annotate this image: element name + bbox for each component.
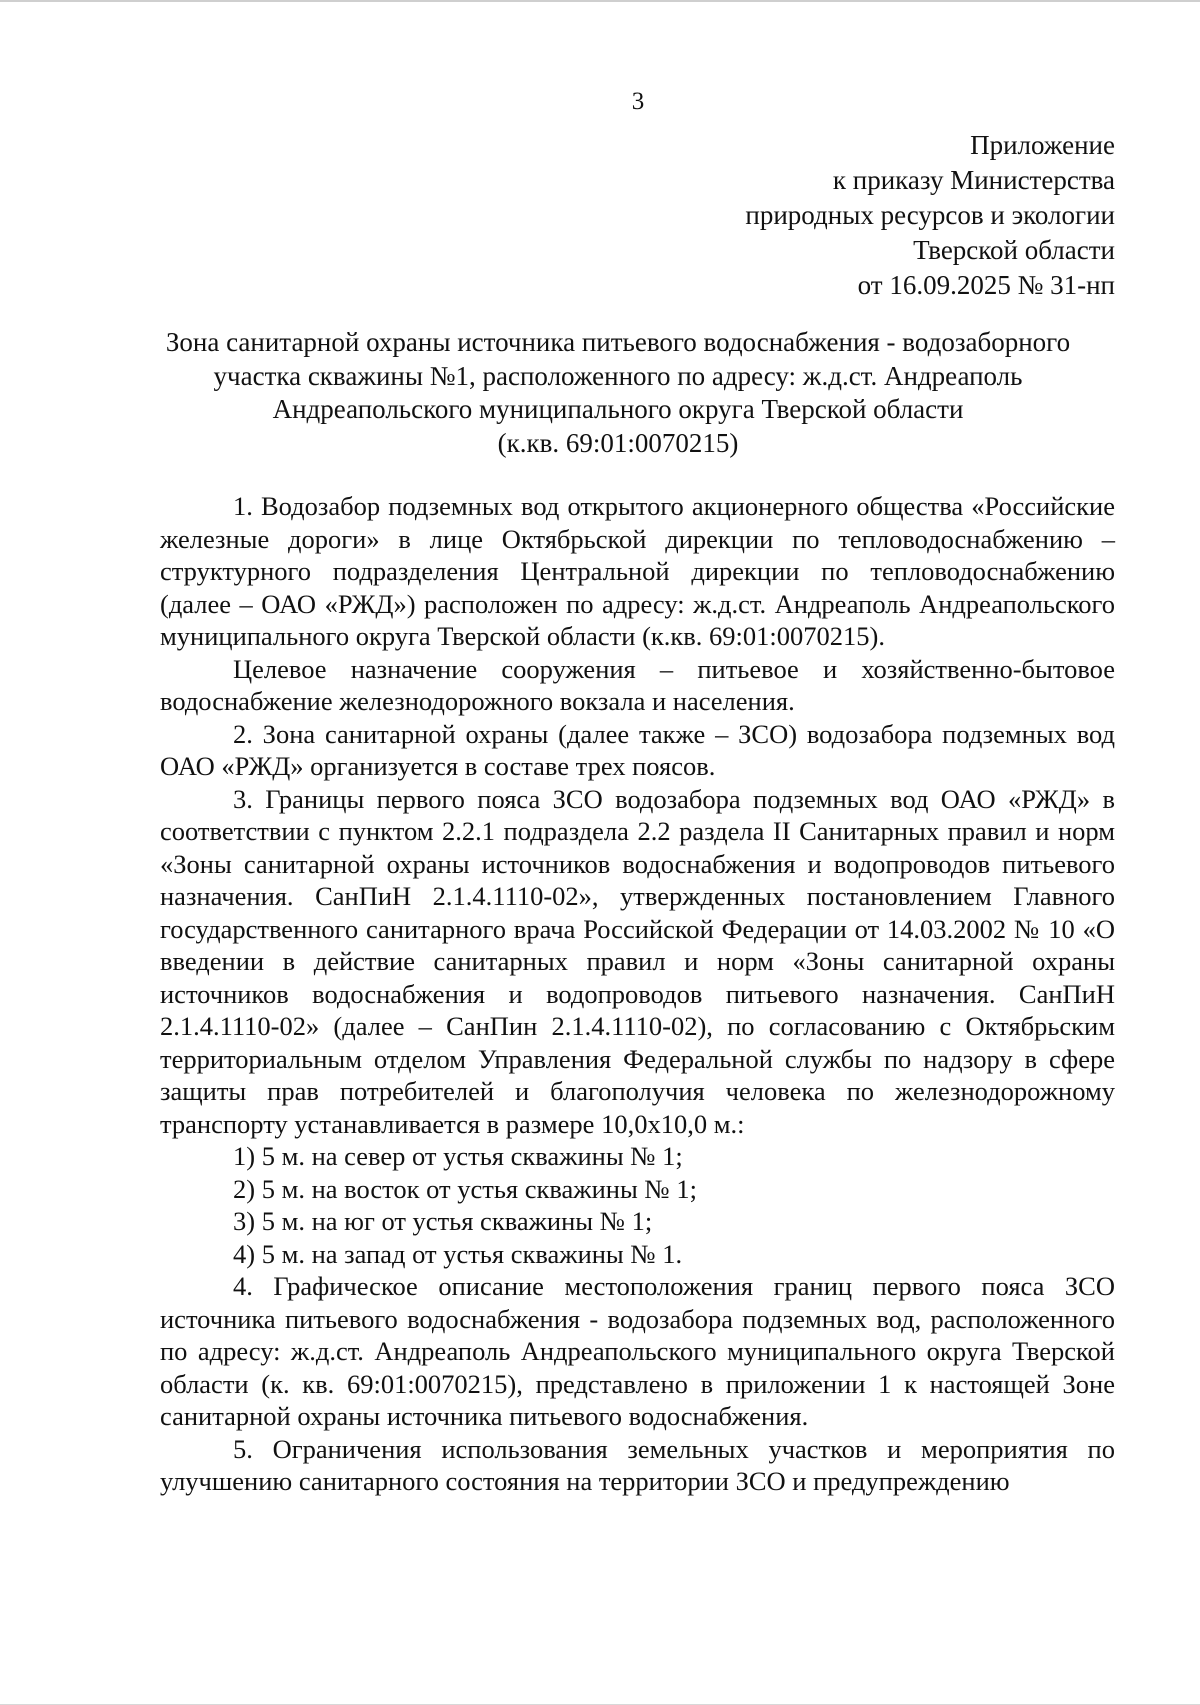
document-title [120, 326, 1116, 460]
paragraph-4: 4. Графическое описание местоположения границ первого пояса ЗСО источника питьевого водоснабжения - водозабора подземных вод, расположенного по адресу: ж.д.ст. Андреаполь Андреапольского муниципального округа Тверской области (к. кв. 69:01:0070215), представлено в приложении 1 к настоящей Зоне санитарной охраны источника питьевого водоснабжения. [160, 1271, 1115, 1431]
paragraph-2: 2. Зона санитарной охраны (далее также – ЗСО) водозабора подземных вод ОАО «РЖД» организуется в составе трех поясов. [160, 718, 1115, 781]
paragraph-purpose: Целевое назначение сооружения – питьевое и хозяйственно-бытовое водоснабжение железнодорожного вокзала и населения. [160, 653, 1115, 716]
appendix-line: к приказу Министерства [832, 165, 1115, 195]
title-line: (к.кв. 69:01:0070215) [497, 427, 739, 458]
appendix-line: Приложение [970, 130, 1115, 160]
paragraph-3: 3. Границы первого пояса ЗСО водозабора подземных вод ОАО «РЖД» в соответствии с пунктом 2.2.1 подраздела 2.2 раздела II Санитарных правил и норм «Зоны санитарной охраны источников водоснабжения и водопроводов питьевого назначения. СанПиН 2.1.4.1110-02», утвержденных постановлением Главного государственного санитарного врача Российской Федерации от 14.03.2002 № 10 «О введении в действие санитарных правил и норм «Зоны санитарной охраны источников водоснабжения и водопроводов питьевого назначения. СанПиН 2.1.4.1110-02» (далее – СанПин 2.1.4.1110-02), по согласованию с Октябрьским территориальным отделом Управления Федеральной службы по надзору в сфере защиты прав потребителей и благополучия человека по железнодорожному транспорту устанавливается в размере 10,0x10,0 м.: [160, 783, 1115, 1139]
list-item-north: 1) 5 м. на север от устья скважины № 1; [233, 1141, 683, 1171]
list-item-south: 3) 5 м. на юг от устья скважины № 1; [233, 1206, 653, 1236]
title-line: Зона санитарной охраны источника питьевого водоснабжения - водозаборного [165, 327, 1071, 357]
appendix-reference [745, 128, 1115, 303]
list-item-east: 2) 5 м. на восток от устья скважины № 1; [233, 1173, 697, 1204]
appendix-line: Тверской области [913, 235, 1115, 265]
title-line: Андреапольского муниципального округа Тверской области [272, 394, 964, 424]
list-item-west: 4) 5 м. на запад от устья скважины № 1. [233, 1238, 683, 1269]
appendix-line: природных ресурсов и экологии [745, 200, 1115, 230]
scan-edge-top [0, 0, 1200, 2]
page-number: 3 [631, 88, 645, 115]
title-line: участка скважины №1, расположенного по адресу: ж.д.ст. Андреаполь [213, 360, 1023, 391]
paragraph-5: 5. Ограничения использования земельных участков и мероприятия по улучшению санитарного состояния на территории ЗСО и предупреждению [160, 1433, 1115, 1496]
document-body [160, 490, 1115, 1498]
appendix-line: от 16.09.2025 № 31-нп [857, 270, 1115, 300]
paragraph-1: 1. Водозабор подземных вод открытого акционерного общества «Российские железные дороги» в лице Октябрьской дирекции по тепловодоснабжению – структурного подразделения Центральной дирекции по тепловодоснабжению (далее – ОАО «РЖД») расположен по адресу: ж.д.ст. Андреаполь Андреапольского муниципального округа Тверской области (к.кв. 69:01:0070215). [160, 491, 1115, 651]
